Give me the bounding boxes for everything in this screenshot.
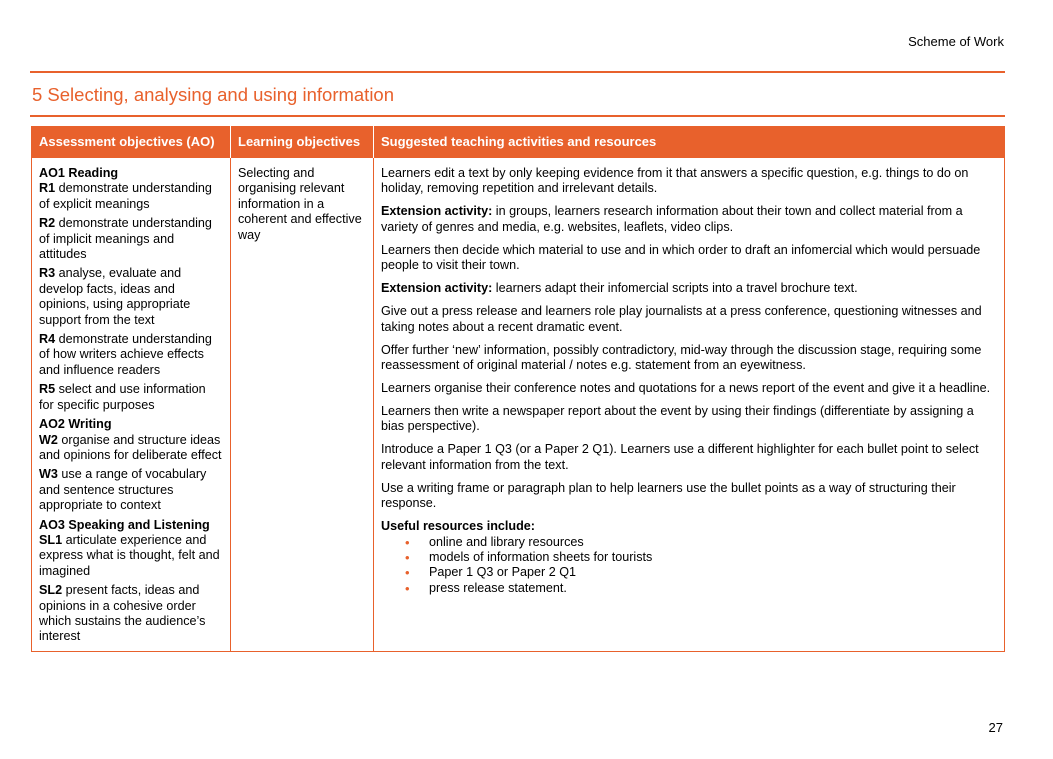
objective-code: SL1 [39,532,63,547]
header-assessment-objectives: Assessment objectives (AO) [32,126,231,158]
activity-text: Offer further ‘new’ information, possibly contradictory, mid-way through the discussion stage, requiring some reassessment of original material / notes e.g. statement from an eyewitness. [381,342,982,373]
objective-item [39,181,223,212]
activity-text: Learners edit a text by only keeping evidence from it that answers a specific question, e.g. things to do on holiday, removing repetition and irrelevant details. [381,166,969,196]
resource-text: Paper 1 Q3 or Paper 2 Q1 [429,565,577,580]
objective-code: R1 [39,181,56,196]
scheme-of-work-table [31,126,1005,652]
activity-paragraph [381,404,997,435]
bottom-divider [30,115,1005,117]
table-row [32,158,1005,652]
resource-text: online and library resources [429,534,584,549]
activity-text: Learners then decide which material to use and in which order to draft an infomercial which would persuade people to visit their town. [381,242,981,273]
objective-text: demonstrate understanding of how writers achieve effects and influence readers [39,332,212,377]
ao-heading: AO3 Speaking and Listening [39,517,210,532]
teaching-activities-cell [374,158,1005,652]
objective-text: use a range of vocabulary and sentence structures appropriate to context [39,467,207,513]
learning-objectives-cell [231,158,374,652]
objective-code: W3 [39,467,58,482]
learning-objective-text: Selecting and organising relevant information in a coherent and effective way [238,166,362,242]
bullet-icon: • [405,565,410,581]
header-teaching-activities: Suggested teaching activities and resources [374,126,1005,158]
top-divider [30,71,1005,73]
header-learning-objectives: Learning objectives [231,126,374,158]
objective-text: analyse, evaluate and develop facts, ideas and opinions, using appropriate support from the text [39,266,191,327]
objective-text: select and use information for specific purposes [39,382,206,412]
objective-code: SL2 [39,583,63,598]
bullet-icon: • [405,580,410,596]
activity-paragraph [381,442,997,473]
objective-item [39,533,223,579]
objective-item [39,583,223,645]
objective-item [39,382,223,413]
list-item [405,550,997,565]
activity-text: Use a writing frame or paragraph plan to help learners use the bullet points as a way of structuring their response. [381,480,956,511]
activity-paragraph [381,204,997,235]
objective-code: R2 [39,216,56,231]
ao-heading: AO2 Writing [39,417,112,432]
list-item [405,565,997,580]
objective-item [39,433,223,464]
objective-code: R5 [39,382,56,397]
cell-spacer [381,596,997,630]
ao-block-reading [39,166,223,413]
objective-code: R4 [39,332,56,347]
activity-text: Learners then write a newspaper report about the event by using their findings (differentiate by assigning a bias perspective). [381,404,974,434]
objective-item [39,266,223,328]
activity-text: in groups, learners research information about their town and collect material from a variety of genres and media, e.g. websites, leaflets, video clips. [381,204,963,234]
assessment-objectives-cell [32,158,231,652]
resource-text: press release statement. [429,580,567,595]
page-number: 27 [988,720,1003,735]
header-doc-label: Scheme of Work [908,34,1004,49]
resources-heading: Useful resources include: [381,519,535,534]
activity-paragraph [381,381,997,396]
bullet-icon: • [405,550,410,566]
objective-item [39,216,223,262]
section-title: 5 Selecting, analysing and using information [32,84,395,105]
activity-text: learners adapt their infomercial scripts into a travel brochure text. [492,281,858,296]
activity-text: Learners organise their conference notes and quotations for a news report of the event and give it a headline. [381,381,991,396]
objective-item [39,332,223,378]
table-header-row [32,126,1005,158]
activity-paragraph [381,343,997,374]
objective-text: articulate experience and express what is thought, felt and imagined [39,532,220,578]
objective-text: present facts, ideas and opinions in a cohesive order which sustains the audience’s interest [39,583,206,644]
ao-block-speaking-listening [39,518,223,645]
objective-item [39,467,223,513]
objective-text: demonstrate understanding of implicit meanings and attitudes [39,216,212,262]
activity-paragraph [381,304,997,335]
objective-code: R3 [39,266,56,281]
objective-text: organise and structure ideas and opinions for deliberate effect [39,432,222,462]
bullet-icon: • [405,534,410,550]
list-item [405,535,997,550]
list-item [405,581,997,596]
activity-paragraph [381,243,997,274]
activity-paragraph [381,281,997,296]
objective-text: demonstrate understanding of explicit meanings [39,181,212,211]
resources-block [381,519,997,596]
ao-block-writing [39,417,223,513]
objective-code: W2 [39,432,58,447]
activity-paragraph [381,166,997,197]
activity-lead: Extension activity: [381,281,493,296]
activity-text: Give out a press release and learners role play journalists at a press conference, questioning witnesses and taking notes about a recent dramatic event. [381,304,982,334]
activity-paragraph [381,481,997,512]
resources-list [381,535,997,597]
activity-lead: Extension activity: [381,204,493,219]
activity-text: Introduce a Paper 1 Q3 (or a Paper 2 Q1). Learners use a different highlighter for each bullet point to select relevant information from the text. [381,442,979,472]
ao-heading: AO1 Reading [39,166,119,180]
resource-text: models of information sheets for tourists [429,550,653,565]
